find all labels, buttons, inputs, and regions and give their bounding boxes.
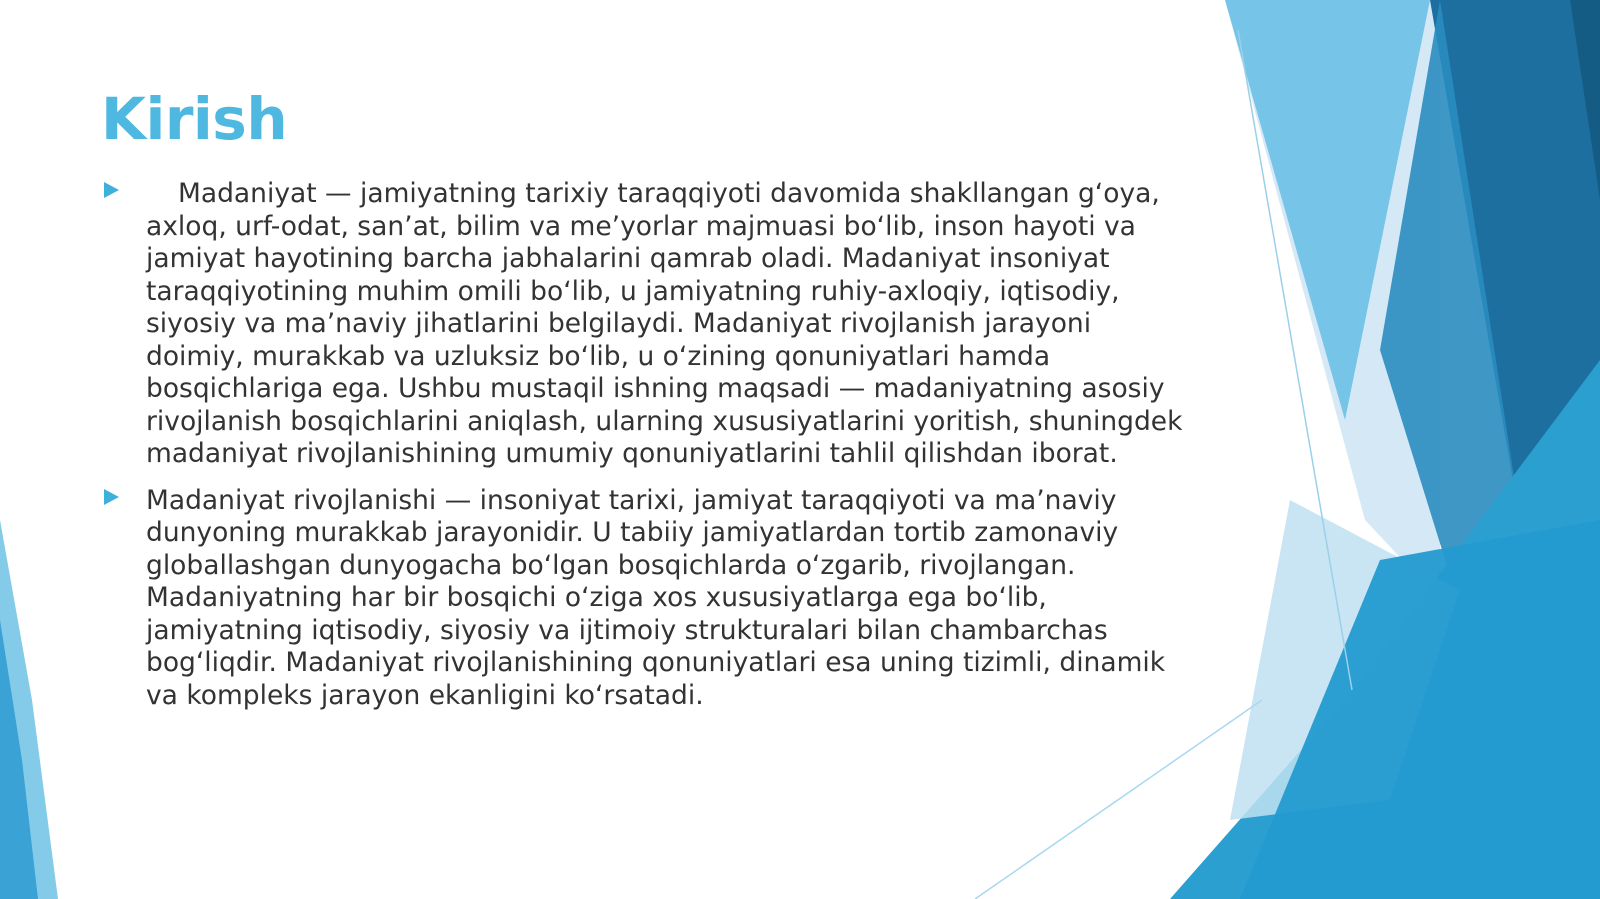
bullet-list (100, 178, 1190, 726)
bullet-item (100, 485, 1190, 713)
bullet-text: Madaniyat — jamiyatning tarixiy taraqqiyoti davomida shakllangan gʻoya, axloq, urf-odat, san’at, bilim va me’yorlar majmuasi boʻlib, inson hayoti va jamiyat hayotining barcha jabhalarini qamrab oladi. Madaniyat insoniyat taraqqiyotining muhim omili boʻlib, u jamiyatning ruhiy-axloqiy, iqtisodiy, siyosiy va ma’naviy jihatlarini belgilaydi. Madaniyat rivojlanish jarayoni doimiy, murakkab va uzluksiz boʻlib, u oʻzining qonuniyatlari hamda bosqichlariga ega. Ushbu mustaqil ishning maqsadi — madaniyatning asosiy rivojlanish bosqichlarini aniqlash, ularning xususiyatlarini yoritish, shuningdek madaniyat rivojlanishining umumiy qonuniyatlarini tahlil qilishdan iborat. (146, 178, 1183, 469)
play-triangle-icon (102, 488, 120, 506)
play-triangle-icon (102, 181, 120, 199)
bullet-text: Madaniyat rivojlanishi — insoniyat tarixi, jamiyat taraqqiyoti va ma’naviy dunyoning murakkab jarayonidir. U tabiiy jamiyatlardan tortib zamonaviy globallashgan dunyogacha boʻlgan bosqichlarda oʻzgarib, rivojlangan. Madaniyatning har bir bosqichi oʻziga xos xususiyatlarga ega boʻlib, jamiyatning iqtisodiy, siyosiy va ijtimoiy strukturalari bilan chambarchas bogʻliqdir. Madaniyat rivojlanishining qonuniyatlari esa uning tizimli, dinamik va kompleks jarayon ekanligini koʻrsatadi. (146, 484, 1166, 711)
slide-title: Kirish (101, 85, 288, 153)
bullet-item (100, 178, 1190, 471)
